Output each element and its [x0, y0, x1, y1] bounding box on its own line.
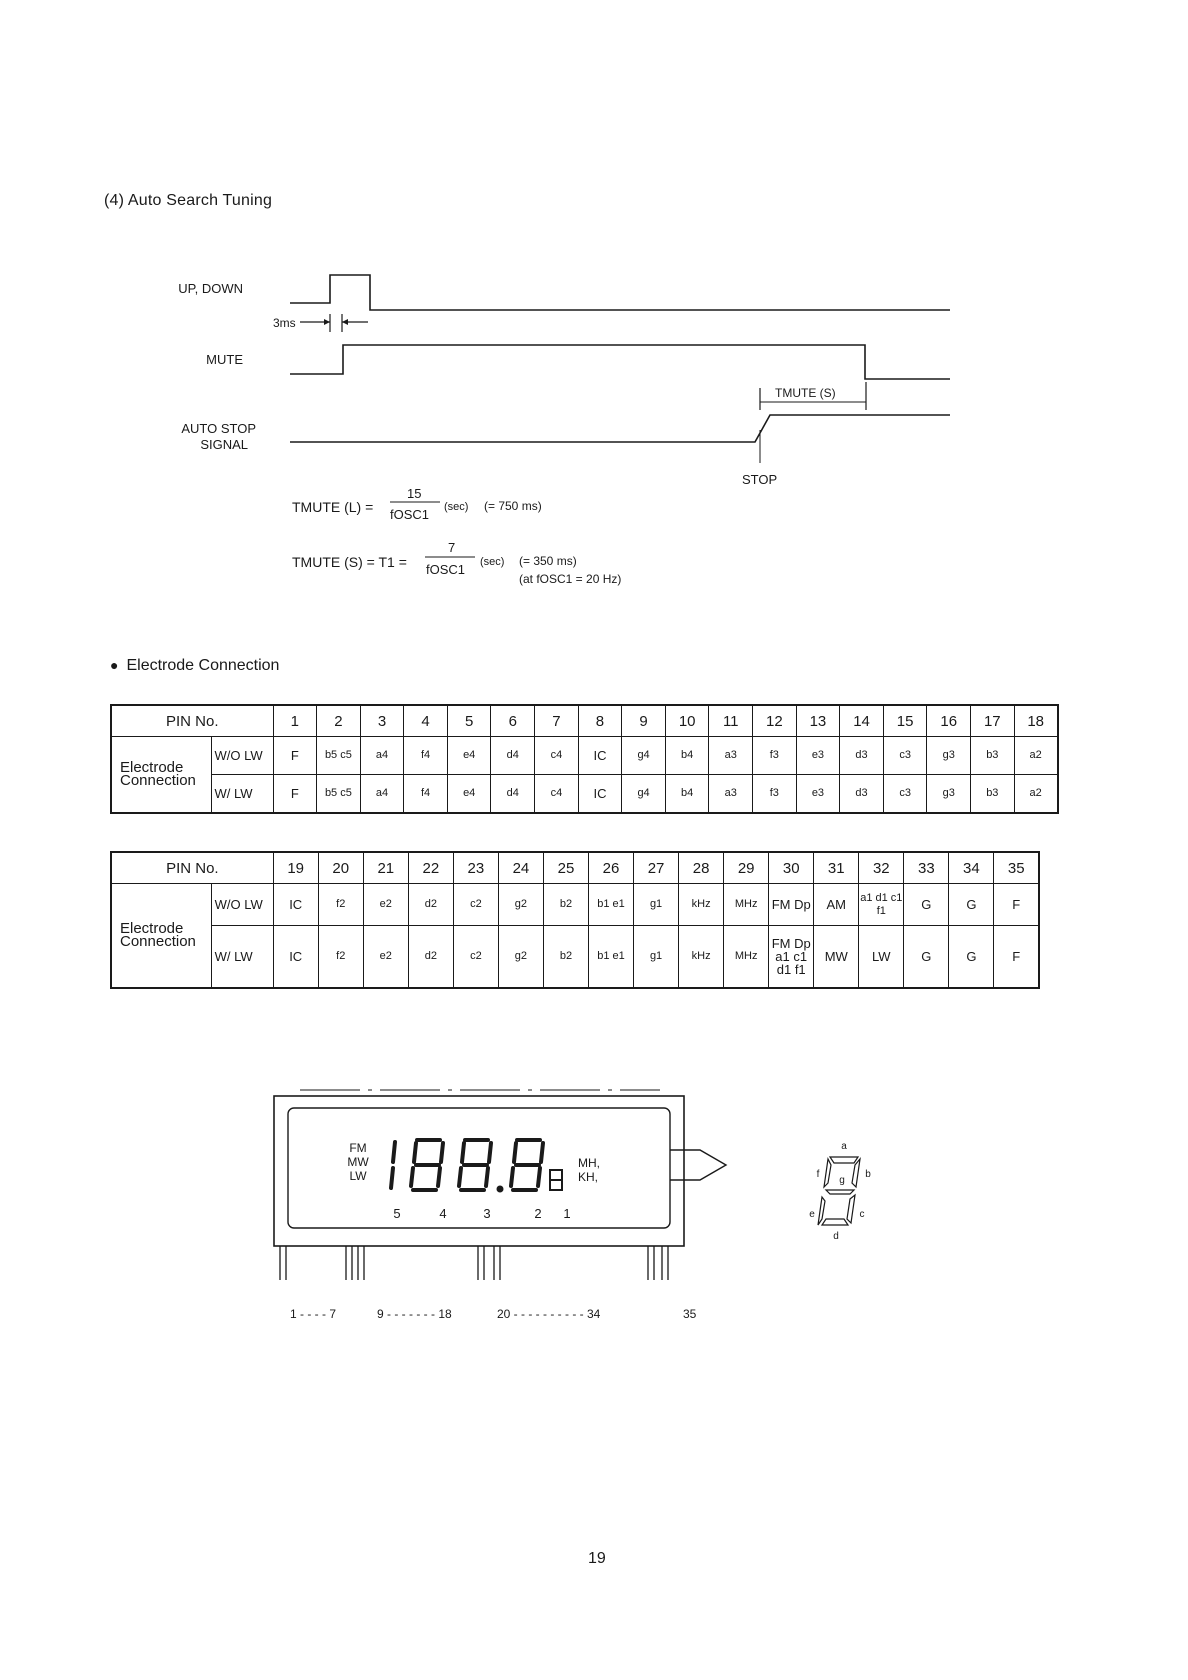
mute-waveform: [290, 345, 950, 379]
pin-number: 11: [709, 705, 753, 737]
signal-label-signal: SIGNAL: [200, 437, 248, 452]
table-cell: FM Dp a1 c1 d1 f1: [769, 926, 814, 988]
table-cell: c2: [453, 884, 498, 926]
table-cell: c2: [453, 926, 498, 988]
pin-number: 27: [634, 852, 679, 884]
table-cell: f4: [404, 775, 448, 813]
table-cell: IC: [273, 884, 318, 926]
section-title: (4) Auto Search Tuning: [104, 192, 273, 209]
pin-number: 10: [665, 705, 709, 737]
segment-label-d: d: [833, 1231, 839, 1242]
unit-label-khz: KH,: [578, 1170, 599, 1184]
table-cell: e4: [447, 737, 491, 775]
table-cell: c3: [883, 775, 927, 813]
table-cell: g2: [498, 926, 543, 988]
pin-header: PIN No.: [111, 705, 273, 737]
table-cell: FM Dp: [769, 884, 814, 926]
pin-number: 28: [679, 852, 724, 884]
pin-number: 16: [927, 705, 971, 737]
formula1-numerator: 15: [407, 486, 422, 501]
display-inner-window: [288, 1108, 670, 1228]
table-cell: G: [949, 884, 994, 926]
table-row: [111, 852, 1039, 884]
digit-2: [511, 1140, 543, 1190]
formula2-denominator: fOSC1: [426, 562, 466, 577]
sub-label-w: W/ LW: [211, 775, 273, 813]
pin-range-3: 20 - - - - - - - - - - 34: [497, 1307, 601, 1321]
table-cell: g3: [927, 775, 971, 813]
table-cell: g1: [634, 926, 679, 988]
pin-number: 2: [317, 705, 361, 737]
pin-number: 18: [1014, 705, 1058, 737]
pin-number: 4: [404, 705, 448, 737]
table-cell: AM: [814, 884, 859, 926]
sub-label-wo: W/O LW: [211, 884, 273, 926]
digit-number: 5: [393, 1206, 401, 1221]
updown-waveform: [290, 275, 950, 310]
pin-number: 6: [491, 705, 535, 737]
table-cell: IC: [578, 775, 622, 813]
table-cell: a3: [709, 775, 753, 813]
table-row: [111, 775, 1058, 813]
pin-range-4: 35: [683, 1307, 697, 1321]
pin-header: PIN No.: [111, 852, 273, 884]
table-cell: d4: [491, 737, 535, 775]
table-cell: e3: [796, 737, 840, 775]
page-number: 19: [588, 1550, 606, 1567]
pin-number: 20: [318, 852, 363, 884]
band-label-mw: MW: [347, 1155, 369, 1169]
table-row: [111, 884, 1039, 926]
table-cell: MW: [814, 926, 859, 988]
table-cell: d3: [840, 737, 884, 775]
pin-number: 26: [589, 852, 634, 884]
segment-g: [826, 1190, 854, 1194]
table-cell: f3: [753, 737, 797, 775]
digit-number: 4: [439, 1206, 447, 1221]
bullet-icon: ●: [110, 657, 119, 673]
row-label-line2: Connection: [120, 933, 196, 951]
table-cell: a2: [1014, 775, 1058, 813]
segment-f: [824, 1159, 831, 1187]
pin-range-1: 1 - - - - 7: [290, 1307, 337, 1321]
digit-5: [391, 1142, 395, 1188]
table-row: [111, 737, 1058, 775]
table-cell: g1: [634, 884, 679, 926]
table-cell: e2: [363, 884, 408, 926]
table-cell: e3: [796, 775, 840, 813]
formula1-unit: (sec): [444, 501, 469, 513]
pin-number: 15: [883, 705, 927, 737]
table-cell: a4: [360, 775, 404, 813]
formula1-denominator: fOSC1: [390, 507, 430, 522]
pin-number: 14: [840, 705, 884, 737]
tmute-s-label: TMUTE (S): [775, 386, 836, 400]
table-cell: c4: [535, 775, 579, 813]
table-row: [111, 705, 1058, 737]
segment-label-a: a: [841, 1141, 847, 1152]
pin-number: 21: [363, 852, 408, 884]
digit-number: 1: [563, 1206, 571, 1221]
table-cell: F: [994, 884, 1039, 926]
table-cell: IC: [273, 926, 318, 988]
table-cell: g3: [927, 737, 971, 775]
formula2-unit: (sec): [480, 556, 505, 568]
table-cell: b5 c5: [317, 737, 361, 775]
formula1-value: (= 750 ms): [484, 499, 542, 513]
table-cell: b1 e1: [589, 926, 634, 988]
display-pins: [280, 1246, 668, 1280]
decimal-point: [497, 1186, 504, 1193]
table-cell: G: [904, 884, 949, 926]
display-exhaust-tip: [670, 1150, 726, 1180]
table-cell: e2: [363, 926, 408, 988]
segment-legend: [800, 1135, 900, 1245]
table-cell: MHz: [724, 926, 769, 988]
digit-4: [411, 1140, 443, 1190]
formula2-numerator: 7: [448, 540, 456, 555]
segment-e: [818, 1197, 825, 1225]
stop-label: STOP: [742, 472, 778, 487]
pin-table-2: [110, 851, 1040, 989]
pin-number: 1: [273, 705, 317, 737]
digit-number: 3: [483, 1206, 491, 1221]
table-cell: e4: [447, 775, 491, 813]
row-label-line1: Electrode: [120, 920, 184, 938]
table-row: [111, 926, 1039, 988]
signal-label-auto-stop: AUTO STOP: [181, 421, 256, 436]
signal-label-up-down: UP, DOWN: [178, 281, 243, 296]
table-cell: F: [273, 775, 317, 813]
table-cell: b2: [543, 926, 588, 988]
pin-number: 25: [543, 852, 588, 884]
pin-number: 13: [796, 705, 840, 737]
table-cell: g4: [622, 775, 666, 813]
table-cell: b4: [665, 775, 709, 813]
digit-1: [550, 1170, 562, 1190]
table-cell: c3: [883, 737, 927, 775]
table-cell: f4: [404, 737, 448, 775]
table-cell: IC: [578, 737, 622, 775]
pin-number: 17: [971, 705, 1015, 737]
table-cell: b5 c5: [317, 775, 361, 813]
display-outer-frame: [274, 1096, 684, 1246]
band-label-lw: LW: [349, 1169, 367, 1183]
row-label: [111, 737, 211, 813]
table-cell: b4: [665, 737, 709, 775]
display-diagram: [260, 1080, 760, 1340]
segment-c: [847, 1195, 855, 1223]
digit-3: [459, 1140, 491, 1190]
segment-label-f: f: [816, 1169, 820, 1180]
pin-number: 35: [994, 852, 1039, 884]
formula1-lhs: TMUTE (L) =: [292, 499, 374, 515]
table-cell: a2: [1014, 737, 1058, 775]
segment-a: [830, 1157, 858, 1163]
table-cell: G: [904, 926, 949, 988]
segment-d: [822, 1219, 848, 1225]
formula2-condition: (at fOSC1 = 20 Hz): [519, 572, 622, 586]
table-cell: LW: [859, 926, 904, 988]
pin-number: 22: [408, 852, 453, 884]
pin-number: 34: [949, 852, 994, 884]
delay-arrowhead-right: [342, 319, 348, 325]
table-cell: b3: [971, 737, 1015, 775]
sub-label-w: W/ LW: [211, 926, 273, 988]
pin-number: 12: [753, 705, 797, 737]
segment-label-c: c: [859, 1209, 865, 1220]
table-cell: b3: [971, 775, 1015, 813]
pin-number: 23: [453, 852, 498, 884]
pin-number: 5: [447, 705, 491, 737]
row-label-line2: Connection: [120, 772, 196, 790]
table-cell: f3: [753, 775, 797, 813]
pin-number: 24: [498, 852, 543, 884]
segment-label-g: g: [839, 1175, 845, 1186]
table-cell: d4: [491, 775, 535, 813]
timing-diagram: [0, 240, 1188, 600]
row-label-line1: Electrode: [120, 759, 184, 777]
table-cell: b2: [543, 884, 588, 926]
pin-number: 32: [859, 852, 904, 884]
table-cell: b1 e1: [589, 884, 634, 926]
table-cell: g4: [622, 737, 666, 775]
table-cell: f2: [318, 926, 363, 988]
table-cell: F: [994, 926, 1039, 988]
table-cell: c4: [535, 737, 579, 775]
table-cell: d2: [408, 884, 453, 926]
table-cell: a3: [709, 737, 753, 775]
signal-label-mute: MUTE: [206, 352, 243, 367]
table-cell: kHz: [679, 884, 724, 926]
pin-number: 33: [904, 852, 949, 884]
formula2-value: (= 350 ms): [519, 554, 577, 568]
table-cell: a1 d1 c1 f1: [859, 884, 904, 926]
electrode-title: Electrode Connection: [126, 657, 280, 674]
segment-label-e: e: [809, 1209, 815, 1220]
pin-number: 30: [769, 852, 814, 884]
pin-number: 7: [535, 705, 579, 737]
autostop-waveform: [290, 415, 950, 442]
table-cell: G: [949, 926, 994, 988]
band-label-fm: FM: [349, 1141, 367, 1155]
table-cell: f2: [318, 884, 363, 926]
pin-number: 19: [273, 852, 318, 884]
table-cell: MHz: [724, 884, 769, 926]
table-cell: d3: [840, 775, 884, 813]
table-cell: d2: [408, 926, 453, 988]
digit-number: 2: [534, 1206, 542, 1221]
pin-range-2: 9 - - - - - - - 18: [377, 1307, 452, 1321]
formula2-lhs: TMUTE (S) = T1 =: [292, 554, 407, 570]
pin-number: 9: [622, 705, 666, 737]
sub-label-wo: W/O LW: [211, 737, 273, 775]
table-cell: F: [273, 737, 317, 775]
table-cell: kHz: [679, 926, 724, 988]
electrode-heading: [110, 657, 279, 675]
segment-label-b: b: [865, 1169, 871, 1180]
pin-number: 3: [360, 705, 404, 737]
table-cell: a4: [360, 737, 404, 775]
table-cell: g2: [498, 884, 543, 926]
pin-number: 8: [578, 705, 622, 737]
delay-arrowhead-left: [324, 319, 330, 325]
pin-table-1: [110, 704, 1059, 814]
pin-number: 31: [814, 852, 859, 884]
unit-label-mhz: MH,: [578, 1156, 600, 1170]
pin-number: 29: [724, 852, 769, 884]
delay-label: 3ms: [273, 316, 296, 330]
row-label: [111, 884, 211, 988]
